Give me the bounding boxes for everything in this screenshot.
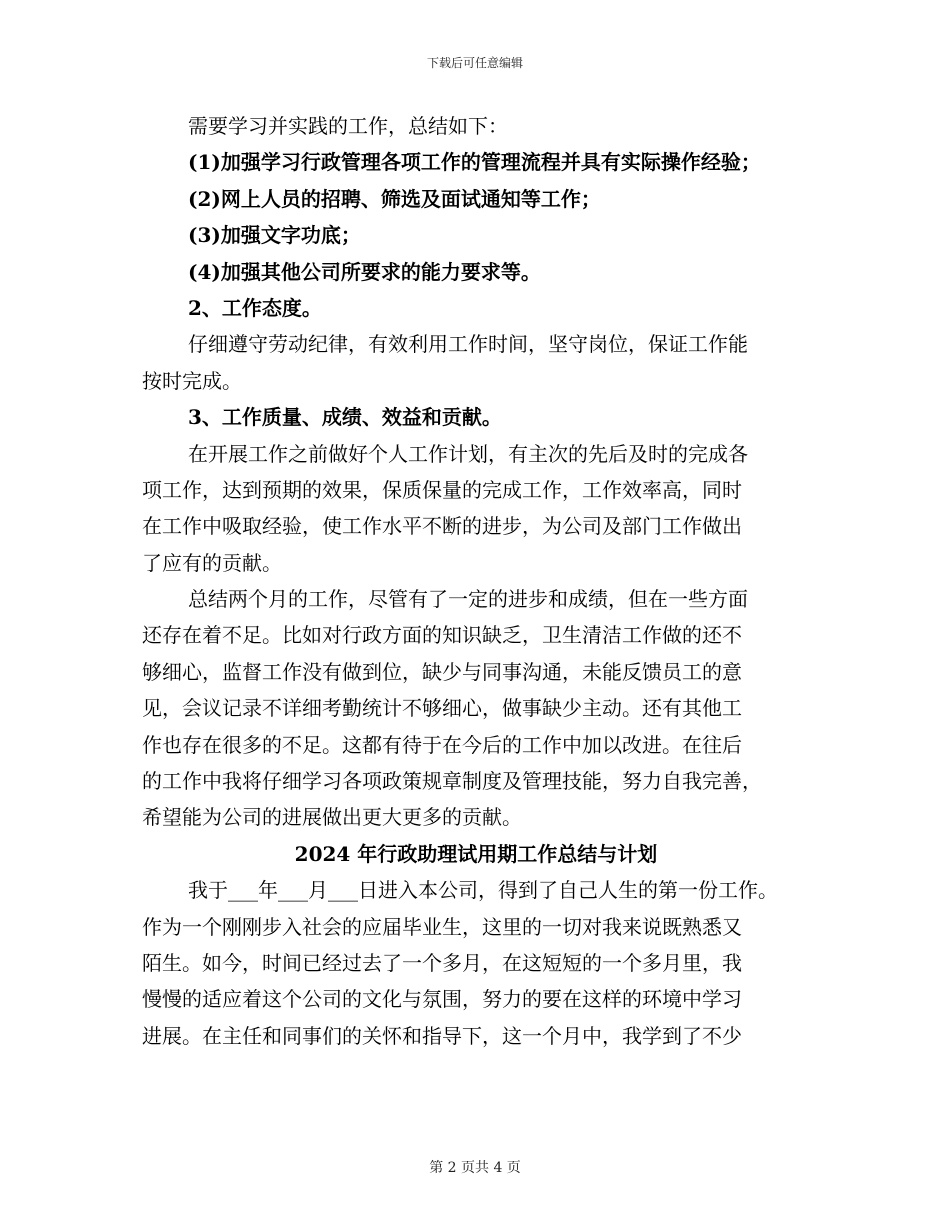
plan-section (142, 872, 810, 1054)
text-line: (2)网上人员的招聘、筛选及面试通知等工作； (188, 186, 601, 211)
text-line: 陌生。如今，时间已经过去了一个多月，在这短短的一个多月里，我 (142, 950, 742, 975)
text-line: 够细心，监督工作没有做到位，缺少与同事沟通，未能反馈员工的意 (142, 659, 742, 684)
text-line: 作也存在很多的不足。这都有待于在今后的工作中加以改进。在往后 (142, 732, 742, 757)
text-line: 见，会议记录不详细考勤统计不够细心，做事缺少主动。还有其他工 (142, 696, 742, 721)
page-footer: 第 2 页共 4 页 (429, 1160, 521, 1176)
text-line: 总结两个月的工作，尽管有了一定的进步和成绩，但在一些方面 (188, 587, 748, 612)
text-line: (4)加强其他公司所要求的能力要求等。 (188, 259, 541, 284)
summary-section (142, 108, 810, 836)
text-line: 仔细遵守劳动纪律，有效利用工作时间，坚守岗位，保证工作能 (188, 332, 748, 357)
text-line: 的工作中我将仔细学习各项政策规章制度及管理技能，努力自我完善， (142, 769, 762, 794)
text-line: 希望能为公司的进展做出更大更多的贡献。 (142, 805, 522, 830)
text-line: 在开展工作之前做好个人工作计划，有主次的先后及时的完成各 (188, 441, 748, 466)
text-line: 2、工作态度。 (188, 295, 322, 320)
text-line: 慢慢的适应着这个公司的文化与氛围，努力的要在这样的环境中学习 (142, 987, 742, 1012)
text-line: 项工作，达到预期的效果，保质保量的完成工作，工作效率高，同时 (142, 477, 742, 502)
text-line: 按时完成。 (142, 368, 242, 393)
text-line: 了应有的贡献。 (142, 550, 282, 575)
text-line: (1)加强学习行政管理各项工作的管理流程并具有实际操作经验； (188, 150, 761, 175)
text-line: 作为一个刚刚步入社会的应届毕业生，这里的一切对我来说既熟悉又 (142, 914, 742, 939)
text-line: 我于___年___月___日进入本公司，得到了自己人生的第一份工作。 (188, 878, 778, 903)
text-line: (3)加强文字功底； (188, 223, 361, 248)
text-line: 在工作中吸取经验，使工作水平不断的进步，为公司及部门工作做出 (142, 514, 742, 539)
document-body (142, 108, 810, 1054)
text-line: 还存在着不足。比如对行政方面的知识缺乏，卫生清洁工作做的还不 (142, 623, 742, 648)
text-line: 3、工作质量、成绩、效益和贡献。 (188, 405, 502, 430)
text-line: 需要学习并实践的工作，总结如下： (188, 114, 508, 138)
text-line: 进展。在主任和同事们的关怀和指导下，这一个月中，我学到了不少 (142, 1023, 742, 1048)
section-title: 2024 年行政助理试用期工作总结与计划 (294, 841, 658, 866)
page-header: 下载后可任意编辑 (426, 56, 523, 70)
